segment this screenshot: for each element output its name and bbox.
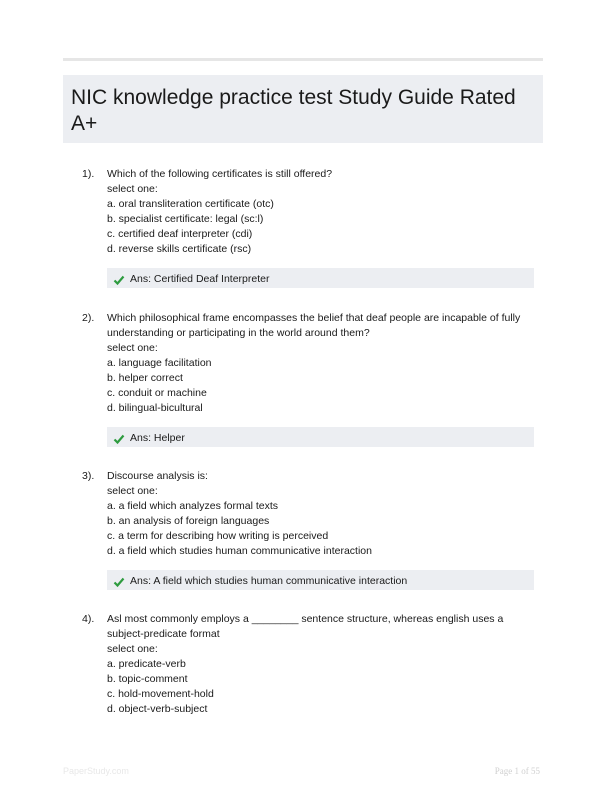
answer-text: Ans: Helper xyxy=(130,432,185,444)
option-d: d. reverse skills certificate (rsc) xyxy=(107,243,252,255)
question-number: 1). xyxy=(82,168,95,180)
question-prompt: select one: xyxy=(107,643,158,655)
question-3 xyxy=(82,469,542,590)
question-number: 3). xyxy=(82,470,95,482)
footer-watermark: PaperStudy.com xyxy=(63,766,129,776)
question-prompt: select one: xyxy=(107,485,158,497)
top-divider xyxy=(63,58,543,61)
page-number: Page 1 of 55 xyxy=(494,766,540,776)
check-icon xyxy=(113,576,125,588)
question-text: Which philosophical frame encompasses the belief that deaf people are incapable of fully understanding or participating in the world around them? xyxy=(107,312,521,339)
option-c: c. certified deaf interpreter (cdi) xyxy=(107,228,253,240)
check-icon xyxy=(113,274,125,286)
question-text: Which of the following certificates is still offered? xyxy=(107,168,333,180)
answer-text: Ans: Certified Deaf Interpreter xyxy=(130,273,270,285)
question-1 xyxy=(82,167,542,288)
option-b: b. specialist certificate: legal (sc:l) xyxy=(107,213,264,225)
option-b: b. topic-comment xyxy=(107,673,188,685)
option-a: a. a field which analyzes formal texts xyxy=(107,500,278,512)
answer-text: Ans: A field which studies human communicative interaction xyxy=(130,575,408,587)
option-d: d. object-verb-subject xyxy=(107,703,208,715)
question-text: Discourse analysis is: xyxy=(107,470,208,482)
question-number: 2). xyxy=(82,312,95,324)
option-b: b. an analysis of foreign languages xyxy=(107,515,270,527)
option-c: c. a term for describing how writing is perceived xyxy=(107,530,329,542)
option-b: b. helper correct xyxy=(107,372,183,384)
question-prompt: select one: xyxy=(107,183,158,195)
answer-box xyxy=(107,268,534,288)
option-a: a. predicate-verb xyxy=(107,658,186,670)
page-title: NIC knowledge practice test Study Guide Rated A+ xyxy=(71,86,516,135)
option-c: c. conduit or machine xyxy=(107,387,207,399)
answer-box xyxy=(107,570,534,590)
question-prompt: select one: xyxy=(107,342,158,354)
title-banner xyxy=(63,75,543,143)
question-number: 4). xyxy=(82,613,95,625)
check-icon xyxy=(113,433,125,445)
question-4 xyxy=(82,612,542,717)
option-a: a. language facilitation xyxy=(107,357,212,369)
option-c: c. hold-movement-hold xyxy=(107,688,214,700)
question-2 xyxy=(82,311,542,447)
option-d: d. bilingual-bicultural xyxy=(107,402,203,414)
question-text: Asl most commonly employs a ________ sentence structure, whereas english uses a subject-predicate format xyxy=(107,613,504,640)
answer-box xyxy=(107,427,534,447)
option-a: a. oral transliteration certificate (otc) xyxy=(107,198,274,210)
option-d: d. a field which studies human communicative interaction xyxy=(107,545,372,557)
